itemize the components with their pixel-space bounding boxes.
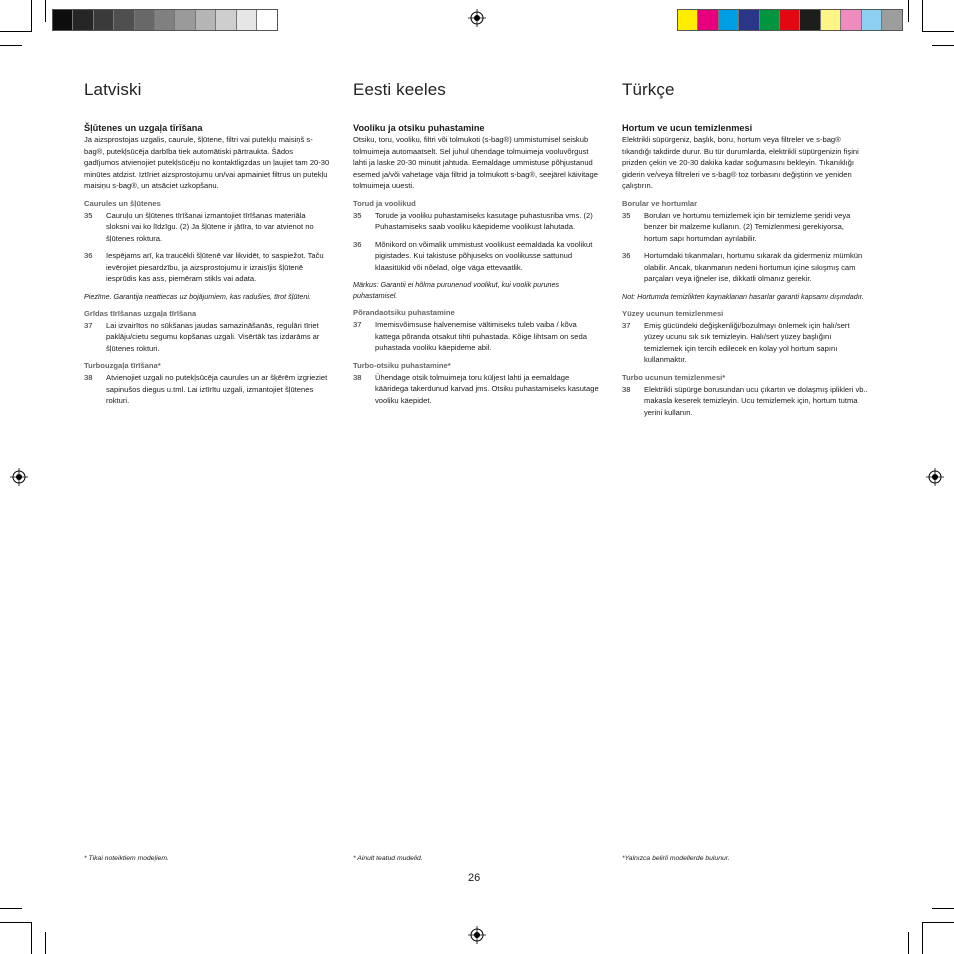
footnote: * Tikai noteiktiem modeļiem. [84, 855, 169, 862]
color-swatch [698, 10, 718, 30]
crop-mark [0, 31, 32, 32]
gray-swatch [94, 10, 114, 30]
step-text: Atvienojiet uzgali no putekļsūcēja caurules un ar šķērēm izgrieziet sapinušos diegus u.tml. Lai iztīrītu uzgali, izmantojiet šļūtenes rokturi. [106, 373, 328, 405]
page-number: 26 [468, 872, 481, 884]
crop-mark [0, 908, 22, 909]
crop-mark [31, 922, 32, 954]
step-number: 37 [84, 320, 93, 330]
crop-mark [932, 908, 954, 909]
step-text: Lai izvairītos no sūkšanas jaudas samazināšanās, regulāri tīriet paklāju/cietu segumu kopšanas uzgali. Visērtāk tas izdarāms ar šļūtenes rokturi. [106, 320, 320, 353]
gray-swatch [216, 10, 236, 30]
step-number: 38 [622, 384, 631, 394]
instruction-item [84, 372, 330, 407]
step-number: 36 [84, 251, 93, 260]
warranty-note: Not: Hortumda temizlikten kaynaklanan hasarlar garanti kapsamı dışındadır. [622, 291, 864, 301]
step-text: Cauruļu un šļūtenes tīrīšanai izmantojiet tīrīšanas materiāla sloksni vai ko līdzīgu. (2) Ja šļūtene ir jātīra, to var atvienot no šļūtenes roktura. [106, 210, 314, 243]
crop-mark [0, 45, 22, 46]
footnote: *Yalnızca belirli modellerde bulunur. [622, 855, 730, 862]
instruction-item [353, 210, 599, 233]
language-title: Latviski [84, 80, 142, 99]
instruction-item [353, 239, 599, 274]
step-number: 35 [353, 210, 362, 220]
instruction-item [622, 320, 868, 366]
subsection-title: Caurules un šļūtenes [84, 198, 161, 208]
step-text: Imemisvõimsuse halvenemise vältimiseks tuleb vaiba / kõva kattega põranda otsakut tihti puhastada. Kõige lihtsam on seda puhastada vooliku käepideme abil. [375, 320, 587, 352]
language-column-latvian [84, 80, 330, 413]
language-title: Eesti keeles [353, 80, 446, 99]
footnote: * Ainult teatud mudelid. [353, 855, 423, 862]
language-column-estonian [353, 80, 599, 412]
subsection-title: Yüzey ucunun temizlenmesi [622, 308, 724, 318]
step-number: 35 [84, 210, 93, 220]
subsection-title: Põrandaotsiku puhastamine [353, 308, 455, 317]
instruction-item [622, 384, 868, 419]
registration-mark-icon [926, 468, 944, 486]
crop-mark [45, 932, 46, 954]
grayscale-calibration-bar [52, 9, 278, 31]
instruction-item [84, 320, 330, 355]
subsection-title: Torud ja voolikud [353, 198, 416, 208]
crop-mark [932, 45, 954, 46]
color-swatch [800, 10, 820, 30]
step-text: Torude ja vooliku puhastamiseks kasutage puhastusriba vms. (2) Puhastamiseks saab vooliku käepideme voolikust lahutada. [375, 210, 593, 231]
step-number: 36 [353, 239, 362, 249]
step-text: Elektrikli süpürge borusundan ucu çıkartın ve dolaşmış iplikleri vb.. makasla keserek temizleyin. Ucu temizlemek için, hortum tutma yerini kullanın. [644, 384, 868, 417]
color-swatch [760, 10, 780, 30]
instruction-item [84, 210, 330, 245]
step-text: Boruları ve hortumu temizlemek için bir temizleme şeridi veya benzer bir malzeme kullanın. (2) Temizlenmesi gerekiyorsa, hortum sapı hortumdan ayrılabilir. [644, 210, 851, 243]
crop-mark [922, 0, 923, 32]
gray-swatch [73, 10, 93, 30]
section-heading: Šļūtenes un uzgaļa tīrīšana [84, 123, 203, 133]
instruction-item [622, 250, 868, 285]
step-number: 37 [353, 320, 362, 329]
subsection-title: Turbouzgaļa tīrīšana* [84, 361, 161, 370]
color-swatch [719, 10, 739, 30]
subsection-title: Turbo-otsiku puhastamine* [353, 360, 451, 370]
subsection-title: Turbo ucunun temizlenmesi* [622, 372, 726, 382]
gray-swatch [114, 10, 134, 30]
intro-paragraph: Otsiku, toru, vooliku, filtri või tolmukoti (s-bag®) ummistumisel seiskub tolmuimeja automaatselt. Sel juhul ühendage tolmuimeja vooluvõrgust lahti ja laske 20-30 minutit jahtuda. Eemaldage ummistuse põhjustanud esemed ja/või vahetage väja filtrid ja tolmukott s-bag®, seejärel käivitage tolmuimeja uuesti. [353, 135, 598, 190]
color-swatch [739, 10, 759, 30]
registration-mark-icon [10, 468, 28, 486]
instruction-item [84, 250, 330, 285]
step-number: 38 [353, 372, 362, 382]
step-number: 38 [84, 373, 93, 382]
registration-mark-icon [468, 9, 486, 27]
color-swatch [780, 10, 800, 30]
crop-mark [922, 922, 954, 923]
step-text: Ühendage otsik tolmuimeja toru küljest lahti ja eemaldage kääridega takerdunud karvad jms. Otsiku puhastamiseks kasutage vooliku käepidet. [375, 372, 599, 405]
crop-mark [31, 0, 32, 32]
crop-mark [922, 922, 923, 954]
gray-swatch [237, 10, 257, 30]
subsection-title: Borular ve hortumlar [622, 198, 698, 208]
registration-mark-icon [468, 926, 486, 944]
section-heading: Hortum ve ucun temizlenmesi [622, 123, 753, 133]
step-number: 37 [622, 320, 631, 330]
warranty-note: Piezīme. Garantija neattiecas uz bojājumiem, kas radušies, tīrot šļūteni. [84, 291, 311, 301]
gray-swatch [155, 10, 175, 30]
instruction-item [622, 210, 868, 245]
subsection-title: Grīdas tīrīšanas uzgaļa tīrīšana [84, 308, 197, 318]
crop-mark [908, 0, 909, 22]
crop-mark [922, 31, 954, 32]
warranty-note: Märkus: Garantii ei hõlma purunenud voolikut, kui voolik purunes puhastamisel. [353, 280, 560, 300]
gray-swatch [175, 10, 195, 30]
color-swatch [882, 10, 902, 30]
gray-swatch [53, 10, 73, 30]
instruction-item [353, 319, 599, 354]
crop-mark [45, 0, 46, 22]
crop-mark [0, 922, 32, 923]
color-swatch [862, 10, 882, 30]
section-heading: Vooliku ja otsiku puhastamine [353, 123, 485, 133]
crop-mark [908, 932, 909, 954]
intro-paragraph: Ja aizsprostojas uzgalis, caurule, šļūtene, filtri vai putekļu maisiņš s-bag®, putekļsūcēja darbība tiek automātiski pārtraukta. Šādos gadījumos atvienojiet putekļsūcēju no kontaktligzdas un ļaujiet tam 20-30 minūtes atdzist. Iztīriet aizsprostojumu un/vai apmainiet filtrus un putekļu maisiņu s-bag®, un atsāciet uzkopšanu. [84, 135, 330, 190]
step-number: 36 [622, 251, 631, 260]
step-text: Hortumdaki tıkanmaları, hortumu sıkarak da gidermeniz mümkün olabilir. Ancak, tıkanmanın nedeni hortumun içine sıkışmış cam parçaları veya iğneler ise, dikkatli olmanız gerekir. [644, 251, 863, 283]
step-text: Mõnikord on võimalik ummistust voolikust eemaldada ka voolikut pigistades. Kui takistuse põhjuseks on voolikusse sattunud klaasitükid või nõelad, olge väga ettevaatlik. [375, 239, 593, 272]
step-text: Emiş gücündeki değişkenliği/bozulmayı önlemek için halı/sert yüzey ucunu sık sık temizleyin. Halı/sert yüzey başlığını temizlemek için tercih edilecek en kolay yol hortum sapını kullanmaktır. [644, 320, 850, 364]
step-number: 35 [622, 210, 631, 220]
gray-swatch [257, 10, 277, 30]
color-swatch [821, 10, 841, 30]
language-title: Türkçe [622, 80, 675, 99]
gray-swatch [135, 10, 155, 30]
language-column-turkish [622, 80, 868, 424]
color-swatch [841, 10, 861, 30]
color-swatch [678, 10, 698, 30]
color-calibration-bar [677, 9, 903, 31]
instruction-item [353, 372, 599, 407]
step-text: Iespējams arī, ka traucēkli šļūtenē var likvidēt, to saspiežot. Taču ievērojiet piesardzību, ja aizsprostojumu ir izraisījis šļūtenē iesprūdis kas ass, piemēram stikls vai adata. [106, 251, 324, 283]
gray-swatch [196, 10, 216, 30]
intro-paragraph: Elektrikli süpürgeniz, başlık, boru, hortum veya filtreler ve s-bag® tıkandığı takdirde durur. Bu tür durumlarda, elektrikli süpürgenizin fişini prizden çekin ve 20-30 dakika kadar soğumasını bekleyin. Tıkanıklığı giderin ve/veya filtreleri ve s-bag® toz torbasını değiştirin ve yeniden çalıştırın. [622, 135, 859, 190]
